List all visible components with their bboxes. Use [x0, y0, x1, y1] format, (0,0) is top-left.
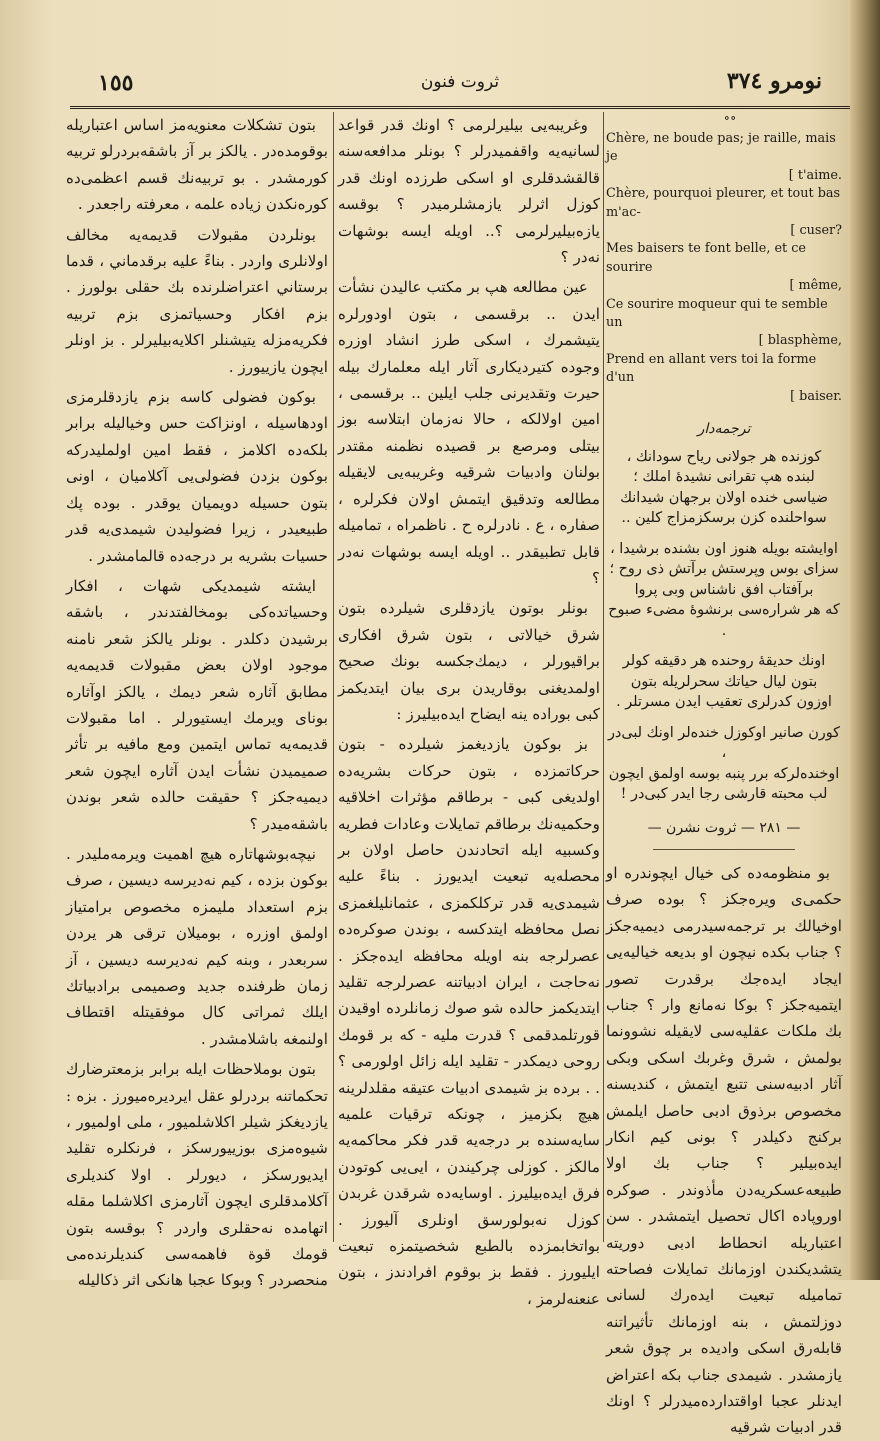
- paragraph: بز بوكون يازديغمز شيلرده - بتون حركاتمزده ، بتون حركات بشريه‌ده اولديغى كبى - برطاقم مؤثرات اخلاقيه وحكميه‌نك برطاقم تمايلات وعادات فطريه وكسبيه ايله اتحادندن حاصل اولان بر محصله‌يه تبعيت ايديورز . بناءً عليه شيمدى‌يه قدر تركلكمزى ، عثمانليلغمزى نصل محافظه ايتدكسه ، بوندن صوكره‌ده عصرلرجه بنه اويله محافظه ايده‌جكز . نه‌حاجت ، ايران ادبياتنه عصرلرجه تقليد ايتديكمز حالده شو صوك زمانلرده اوقيدن قورتلمدقمى ؟ قدرت مليه - كه بر قومك روحى ديمكدر - تقليد ايله زائل اولورمى ؟ . . برده بز شيمدى ادبيات عتيقه مقلدلرينه هيچ بكزميز ، چونكه ترقيات علميه سايه‌سنده بر درجه‌يه قدر فكر محاكمه‌يه مالكز . كوزلى چركيندن ، ايى‌يى كوتودن فرق ايده‌بيليرز . اوسايه‌ده شرقدن غربدن كوزل نه‌بولورسق اونلرى آليورز . بواتخابمزده بالطبع شخصيتمزه تبعيت ايليورز . فقط بز بوقوم افرادندز ، بتون عنعنه‌لرمز ،: [338, 735, 600, 1308]
- verse-line: [ baiser.: [790, 388, 842, 404]
- page-header: [70, 62, 850, 109]
- poem-stanza: [606, 651, 842, 713]
- text-column-right: [606, 111, 842, 1437]
- verse-line: اونك حديقۀ روحنده هر دقيقه كولر: [622, 653, 826, 669]
- verse-line: برآفتاب افق ناشناس وبى پروا: [634, 581, 814, 598]
- verse-line: Chère, pourquoi pleurer, et tout bas m'ac-: [606, 186, 841, 220]
- column-divider-right: [603, 112, 604, 1242]
- journal-title: ثروت فنون: [420, 72, 500, 92]
- verse-line: [ blasphème,: [758, 333, 842, 349]
- verse-line: اوزون كدرلرى تعقيب ايدن مسرتلر .: [616, 694, 832, 710]
- poem-stanza: [606, 447, 842, 529]
- verse-line: بتون ليال حياتك سحرلريله بتون: [630, 673, 818, 690]
- section-divider: [653, 849, 795, 850]
- verse-line: Ce sourire moqueur qui te semble un: [606, 296, 828, 331]
- paragraph: بوكون فضولى كاسه بزم يازدقلرمزى اودهاسيله ، اونزاكت حس وخياليله برابر بلكه‌ده اكلامز ، فقط امين اولمليدركه بوكون بزدن فضولى‌يى آكلاميان ، اونى بتون حسيله دويميان يوقدر . بوده پك طبيعيدر ، زيرا فضوليدن شيمدى‌يه قدر حسيات بشريه بر درجه‌ده قالمامشدر .: [66, 388, 328, 565]
- verse-line: سواحلنده كزن برسكزمزاج كلين ..: [621, 510, 827, 526]
- paragraph: ايشته شيمديكى شهات ، افكار وحسياتده‌كى بومخالفتدندر ، باشقه برشيدن دكلدر . بونلر يالكز شعر نامنه موجود اولان بعض مقبولات قديمه‌يه مطابق آثاره شعر ديمك ، يالكز اوآثاره بوناى ويرمك ايستيورلر . اما مقبولات قديمه‌يه تماس ايتمين ومع مافيه بر تأثر صميميدن نشأت ايدن آثاره ايچون شعر ديميه‌جكز ؟ حقيقت حالده شعر بوندن باشقه‌ميدر ؟: [66, 576, 328, 833]
- paragraph: بتون تشكلات معنويه‌مز اساس اعتباريله بوقومده‌در . يالكز بر آز باشقه‌بردرلو تربيه كورمشدر . بو تربيه‌نك قسم اعظمى‌ده كوره‌نكدن زياده علمه ، معرفته راجعدر .: [66, 116, 328, 214]
- column-divider-left: [333, 112, 334, 1242]
- verse-line: لبنده هپ تقرانى نشيدۀ املك ؛: [633, 469, 815, 485]
- verse-line: اوايشته بويله هنوز اون بشنده برشيدا ،: [610, 540, 838, 557]
- poem-signature: — ٢٨١ — ثروت نشرن —: [647, 819, 801, 836]
- verse-line: Chère, ne boude pas; je raille, mais je: [606, 131, 836, 165]
- french-quotation: [606, 130, 842, 406]
- verse-line: كورن صانير اوكوزل خنده‌لر اونك لبى‌در ،: [607, 724, 841, 761]
- paragraph: وغريبه‌يى بيليرلرمى ؟ اونك قدر قواعد لسانيه‌يه واقفميدرلر ؟ بونلر مدافعه‌سنه قالقشدقلرى او اسكى طرزده اونك قدر كوزل اثرلر يازمشلرميدر ؟ بوقسه يازه‌بيليرلرمى ؟.. اويله ايسه بوشهات نه‌در ؟: [338, 116, 600, 267]
- poem-title: ترجمه‌دار: [697, 421, 751, 438]
- paragraph: بونلردن مقبولات قديمه‌يه مخالف اولانلرى واردر . بناءً عليه برقدماني ، قدما برستاني اعتراضلرنده بك حقلى بولورز . بزم افكار وحسياتمزى بزم تربيه فكريه‌مزله يتيشنلر اكلايه‌بيليرلر . بز اونلر ايچون يازييورز .: [66, 225, 328, 376]
- poem-stanza: [606, 723, 842, 805]
- verse-line: [ cuser?: [790, 223, 842, 239]
- poem-stanza: [606, 539, 842, 642]
- verse-line: كوزنده هر جولانى رياح سودانك ،: [626, 448, 822, 465]
- paragraph: نيچه‌بوشهاتاره هيچ اهميت ويرمه‌مليدر . بوكون بزده ، كيم نه‌ديرسه ديسين ، صرف بزم استعداد مليمزه مخصوص برامتياز اولمق اوزره ، بوميلان ترقى هر يردن سربعدر ، وبنه كيم نه‌ديرسه ديسين ، آز زمان ظرفنده جديد وصميمى برادبياتك ايلك ثمراتى كال موفقيتله اقتطاف اولنمغه باشلامشدر .: [66, 844, 328, 1048]
- verse-line: اوخنده‌لركه برر پنبه بوسه اولمق ايچون: [608, 765, 840, 782]
- text-column-left: [66, 112, 328, 1290]
- verse-line: Prend en allant vers toi la forme d'un: [606, 351, 817, 386]
- verse-line: [ même,: [789, 278, 842, 294]
- paragraph: بتون بوملاحظات ايله برابر بزمعترضارك تحكماتنه بردرلو عقل ايرديره‌ميورز . بزه : يازديغكز شيلر اكلاشلميور ، ملى اولميور ، شيوه‌مزى بوزييورسكز ، فرنكلره تقليد ايديورسكز ، ديورلر . اولا كنديلرى آكلامدقلرى ايچون آثارمزى اكلاشلما مقله اتهامده نه‌حقلرى واردر ؟ بوقسه بتون قومك قوة فاهمه‌سى كنديلرنده‌مى منحصردر ؟ وبوكا عجبا هانكى اثر ذكاليله: [66, 1060, 328, 1290]
- verse-line: Mes baisers te font belle, et ce sourire: [606, 241, 806, 275]
- verse-line: كه هر شراره‌سى برنشوۀ مضىء صبوح .: [608, 602, 840, 639]
- paragraph: بو منظومه‌ده كى خيال ايچوندره او حكمى‌ى ويره‌جكز ؟ بوده صرف اوخيالك بر ترجمه‌سيدرمى ديميه‌جكز ؟ جناب بكده نيچون او بديعه خياليه‌يى ايجاد ايده‌جك برقدرت تصور ايتميه‌جكز ؟ بوكا نه‌مانع وار ؟ جناب بك ملكات عقليه‌سى لايقيله نشوونما بولمش ، شرق وغربك اسكى وبكى آثار ادبيه‌سنى تتبع ايتمش ، كنديسنه مخصوص برذوق ادبى حاصل ايلمش بركنج دكيلدر ؟ بونى كيم انكار ايده‌بيلير ؟ جناب بك اولا طبيعه‌عسكريه‌دن مأذوندر . صوكره اوروپاده اكال تحصيل ايتمشدر . سن اعتباريله انحطاط ادبى دوريته يتشديكندن اوزمانك تمايلات فصاحته تماميله تبعيت ايده‌رك لسانى دوزلتمش ، بنه اوزمانك تأثيراتنه قابله‌رق اسكى واديده بر چوق شعر يازمشدر . شيمدى جناب بكه اعتراض ايدنلر عجبا اواقتدارده‌ميدرلر ؟ اونك قدر ادبيات شرقيه: [606, 863, 842, 1437]
- verse-line: [ t'aime.: [788, 167, 842, 183]
- paragraph: عين مطالعه هپ بر مكتب عاليدن نشأت ايدن .. برقسمى ، بتون اودورلره يتيشمرك ، اسكى طرز انشاد اوزره وجوده كتيرديكارى آثار ايله معلمارك بيله حيرت وتقديرنى جلب ايلين .. برقسمى ، امين اولالكه ، حالا نه‌زمان ابتلاسه بوز بيتلى ومرصع بر قصيده نظمنه مقتدر بولنان وادبيات شرقيه وغريبه‌يى لايقيله مطالعه وتدقيق ايتمش اولان فكرلره ، صفاره ، ع . نادرلره ح . ناظمراه ، تماميله قابل تطبيقدر .. اويله ايسه بوشهات نه‌در ؟: [338, 278, 600, 587]
- text-column-middle: [338, 112, 600, 1308]
- verse-line: لب محبته قارشى رجا ايدر كبى‌در !: [620, 786, 828, 802]
- page-number-left: ١٥٥: [98, 70, 134, 96]
- paragraph: بونلر بوتون يازدقلرى شيلرده بتون شرق خيالاتى ، بتون شرق افكارى براقيورلر ، ديمك‌جكسه بونك صحيح اولمديغنى بوقاريدن برى بيان ايتديكمز كبى بوراده ينه ايضاح ايده‌بيليرز :: [338, 599, 600, 723]
- verse-line: ضياسى خنده اولان برجهان شيدانك: [620, 489, 828, 506]
- verse-line: سزاى بوس وپرستش برآتش ذى روح ؛: [609, 561, 839, 577]
- page-spine-shadow: [850, 0, 880, 1280]
- section-ornament: ∘∘: [723, 111, 737, 126]
- issue-number: نومرو ٣٧٤: [726, 68, 822, 94]
